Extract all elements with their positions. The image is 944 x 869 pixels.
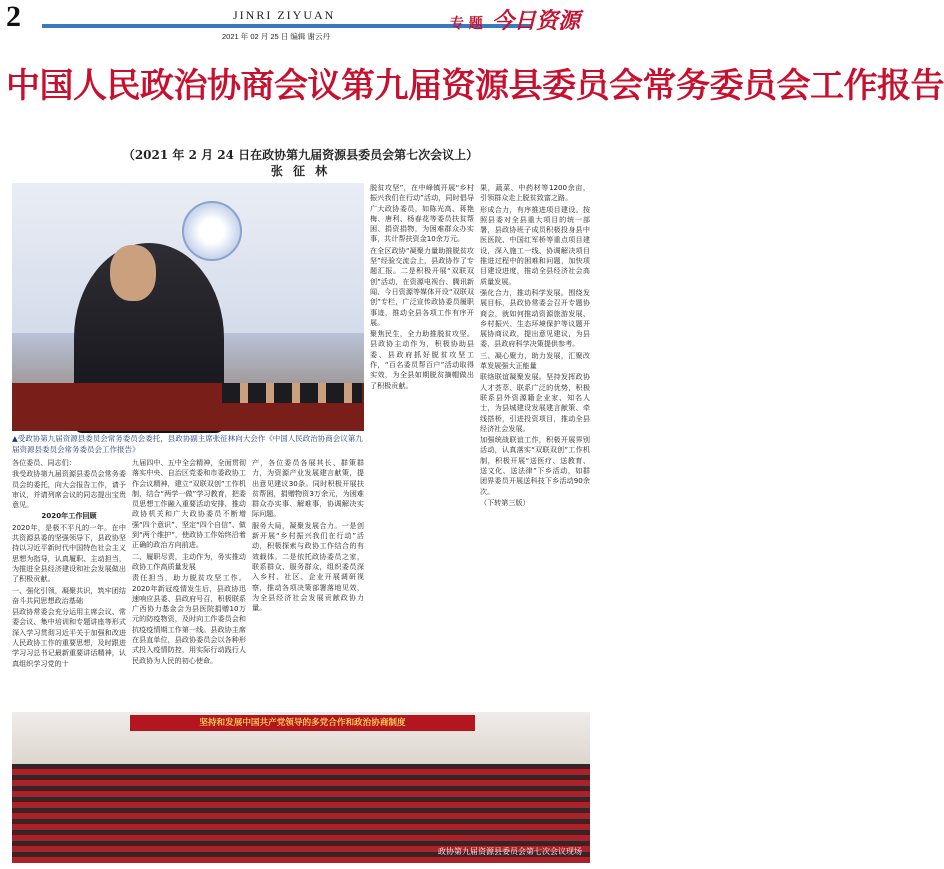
paragraph: 一、强化引领，凝聚共识，筑牢团结奋斗共同思想政治基础 [12,585,126,605]
section-heading: 2020年工作回顾 [41,511,97,521]
photo-caption: ▲受政协第九届资源县委员会常务委员会委托，县政协副主席张征林向大会作《中国人民政治协商会议第九届资源县委员会常务委员会工作报告》 [12,434,363,454]
paragraph: 加强统战联谊工作，积极开展界别活动，认真落实“双联双创”工作机制，积极开展“送医疗、送教育、送文化、送法律”下乡活动，如群团界委员开展送科技下乡活动90余次。 [480,435,590,496]
photo-watermark: 政协第九届资源县委员会第七次会议现场 [438,847,582,856]
paragraph: 各位委员、同志们： [12,458,76,467]
paragraph: 聚焦民生，全力助推脱贫攻坚。县政协主动作为，积极协助县委、县政府抓好脱贫攻坚工作，“百名委员帮百户”活动取得实效，为全县如期脱贫摘帽做出了积极贡献。 [370,329,474,390]
paragraph: 产，各位委员各展其长、群策群力，为资源产业发展建言献策，提出意见建议30条。同时积极开展扶贫帮困，捐赠物资3万余元，为困难群众办实事、解难事，协调解决实际问题。 [252,458,364,519]
paragraph: 联络联谊凝聚发展。坚持发挥政协人才荟萃、联系广泛的优势，积极联系县外资源籍企业家、知名人士，为县城建设发展建言献策、牵线搭桥，引进投资项目，推动全县经济社会发展。 [480,372,590,433]
newspaper-logo: 今日资源 [492,8,581,34]
paragraph: 二、履职尽责，主动作为，务实推动政协工作高质量发展 [132,551,246,571]
paragraph: 2020年，是极不平凡的一年。在中共资源县委的坚强领导下，县政协坚持以习近平新时代中国特色社会主义思想为指导，认真履职、主动担当，为推进全县经济建设和社会发展做出了积极贡献。 [12,522,126,584]
paragraph: （下转第三版） [480,497,530,507]
author: 张 征 林 [270,164,331,178]
paragraph: 九届四中、五中全会精神，全面贯彻落实中央、自治区党委和市委政协工作会议精神，建立“双联双创”工作机制，结合“两学一做”学习教育，把委员思想工作融入重要活动安排，推动政协机关和广大政协委员不断增强“四个意识”、坚定“四个自信”、做到“两个维护”，使政协工作始终沿着正确的政治方向前进。 [132,458,247,550]
speaker-photo [12,183,364,431]
text-column-1 [12,458,126,708]
cppcc-emblem-icon [182,201,242,261]
subtitle: （2021 年 2 月 24 日在政协第九届资源县委员会第七次会议上） [122,148,479,162]
stage-banner: 坚持和发展中国共产党领导的多党合作和政治协商制度 [130,715,475,731]
headline: 中国人民政治协商会议第九届资源县委员会常务委员会工作报告 [6,66,944,106]
text-column-4 [370,183,474,708]
text-column-2 [132,458,246,708]
dateline: 2021 年 02 月 25 日 编辑 谢云丹 [222,32,330,41]
page-number: 2 [6,0,21,33]
paragraph: 果，蔬菜、中药材等1200余亩，引领群众走上脱贫致富之路。 [480,183,590,203]
paragraph: 脱贫攻坚”，在中峰镇开展“乡村振兴我们在行动”活动，同时倡导广大政协委员，如陈光高、蒋艳梅、唐利、杨春花等委员扶贫帮困、捐资捐物，为困难群众办实事，共计帮扶资金10余万元。 [370,183,474,244]
paragraph: 我受政协第九届资源县委员会常务委员会的委托，向大会报告工作，请予审议，并请列席会议的同志提出宝贵意见。 [12,469,126,510]
section-pinyin: JINRI ZIYUAN [233,8,336,22]
paragraph: 强化合力，推动科学发展。围绕发展目标，县政协常委会召开专题协商会，就如何推动资源旅游发展、乡村振兴、生态环境保护等议题开展协商议政，提出意见建议，为县委、县政府科学决策提供参考。 [480,287,590,349]
paragraph: 服务大局，凝聚发展合力。一是创新开展“乡村振兴我们在行动”活动，积极探索与政协工作结合的有效载体。二是依托政协委员之家，联系群众、服务群众，组织委员深入乡村、社区、企业开展调研视察，推动各项决策部署落地见效，为全县经济社会发展贡献政协力量。 [252,520,364,613]
paragraph: 责任担当，助力脱贫攻坚工作。2020年新冠疫情发生后，县政协迅速响应县委、县政府号召，积极联系广西协力基金会为县医院捐赠10万元的防疫物资，及时向工作委员会和抗疫疫情期工作第一线。县政协主席在县直单位，县政协委员会以各种形式投入疫情防控，用实际行动践行人民政协为人民的初心使命。 [132,573,246,665]
column-name: 专 题 [450,16,483,32]
text-column-3 [252,458,364,708]
paragraph: 县政协常委会充分运用主席会议、常委会议、集中培训和专题讲座等形式深入学习贯彻习近平关于加强和改进人民政协工作的重要思想，及时跟进学习习总书记最新重要讲话精神，认真组织学习党的十 [12,607,126,668]
text-column-5 [480,183,590,708]
paragraph: 三、凝心聚力，助力发展，汇聚改革发展强大正能量 [480,350,590,371]
paragraph: 形成合力，有序推进项目建设。按照县委对全县重大项目的统一部署，县政协班子成员积极投身县中医医院、中国红军桥等重点项目建设，深入施工一线、协调解决项目推进过程中的困难和问题，加快项目建设进度，推动全县经济社会高质量发展。 [480,204,590,286]
conference-photo [12,712,590,863]
paragraph: 在全区政协“凝聚力量助推脱贫攻坚”经验交流会上，县政协作了专题汇报。二是积极开展“双联双创”活动，在资源电视台、腾讯新闻、今日资源等媒体开设“双联双创”专栏，广泛宣传政协委员履职事迹，推动全县各项工作有序开展。 [370,245,474,327]
